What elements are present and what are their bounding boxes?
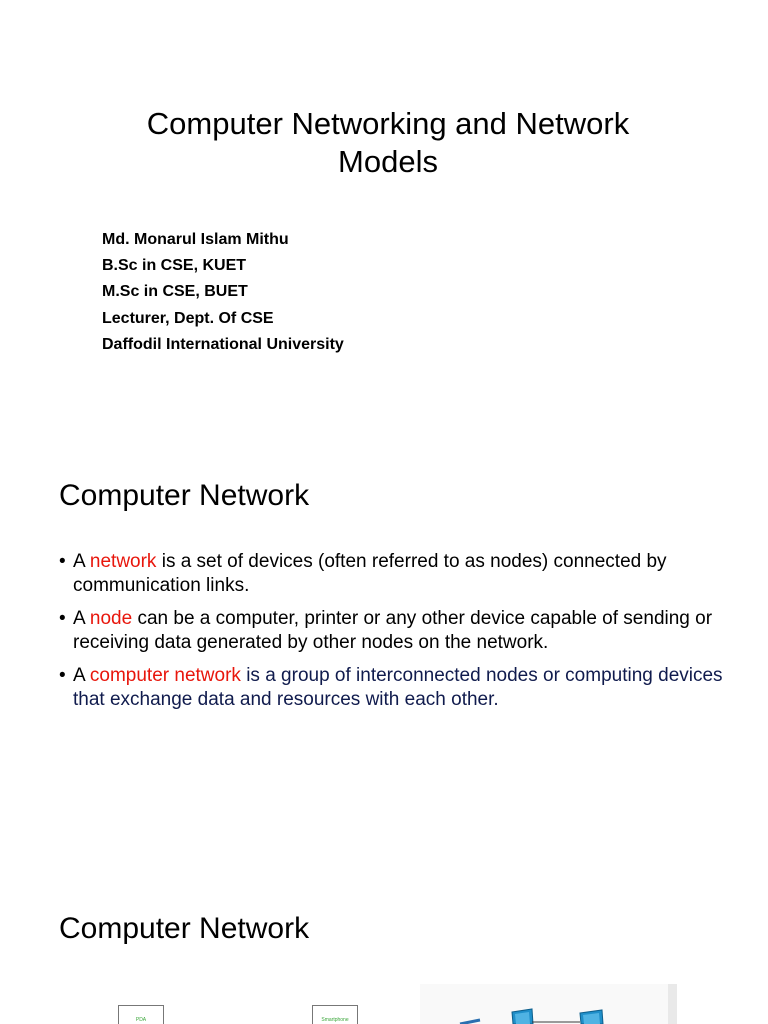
bullet-text: can be a computer, printer or any other device capable of sending or receiving data generated by other nodes on the network.: [73, 608, 713, 653]
page-title: [60, 105, 716, 181]
term-node: node: [89, 608, 133, 629]
bullet-list: [59, 550, 739, 721]
term-computer-network: computer network: [89, 665, 241, 686]
pda-label: PDA: [135, 1017, 147, 1023]
title-slide: [0, 0, 768, 432]
author-university: Daffodil International University: [102, 335, 344, 353]
title-line-2: Models: [338, 144, 438, 179]
network-diagram-slide: [0, 878, 768, 1024]
bullet-item-node: [59, 607, 739, 655]
definition-slide: [0, 440, 768, 872]
bullet-marker: •: [59, 551, 66, 572]
bullet-prefix: A: [73, 665, 90, 686]
slide-heading: Computer Network: [59, 479, 310, 512]
bullet-marker: •: [59, 608, 66, 629]
bullet-text: is a set of devices (often referred to as nodes) connected by communication links.: [73, 551, 667, 596]
bullet-prefix: A: [73, 608, 90, 629]
author-degree-bsc: B.Sc in CSE, KUET: [102, 257, 247, 275]
author-info: [102, 227, 344, 358]
term-network: network: [89, 551, 157, 572]
author-name: Md. Monarul Islam Mithu: [102, 231, 289, 248]
title-line-1: Computer Networking and Network: [146, 106, 630, 141]
author-position: Lecturer, Dept. Of CSE: [102, 309, 274, 327]
bullet-item-network: [59, 550, 739, 598]
bullet-text: is a group of interconnected nodes or computing devices that exchange data and resources with each other.: [73, 665, 723, 710]
smartphone-node-box: [312, 1005, 358, 1024]
slide-heading: Computer Network: [59, 912, 310, 945]
author-degree-msc: M.Sc in CSE, BUET: [102, 283, 248, 301]
network-illustration: [420, 984, 677, 1024]
network-devices-icon: [420, 984, 677, 1024]
bullet-marker: •: [59, 665, 66, 686]
smartphone-label: Smartphone: [321, 1017, 349, 1023]
pda-node-box: [118, 1005, 164, 1024]
bullet-item-computer-network: [59, 664, 739, 712]
bullet-prefix: A: [73, 551, 90, 572]
